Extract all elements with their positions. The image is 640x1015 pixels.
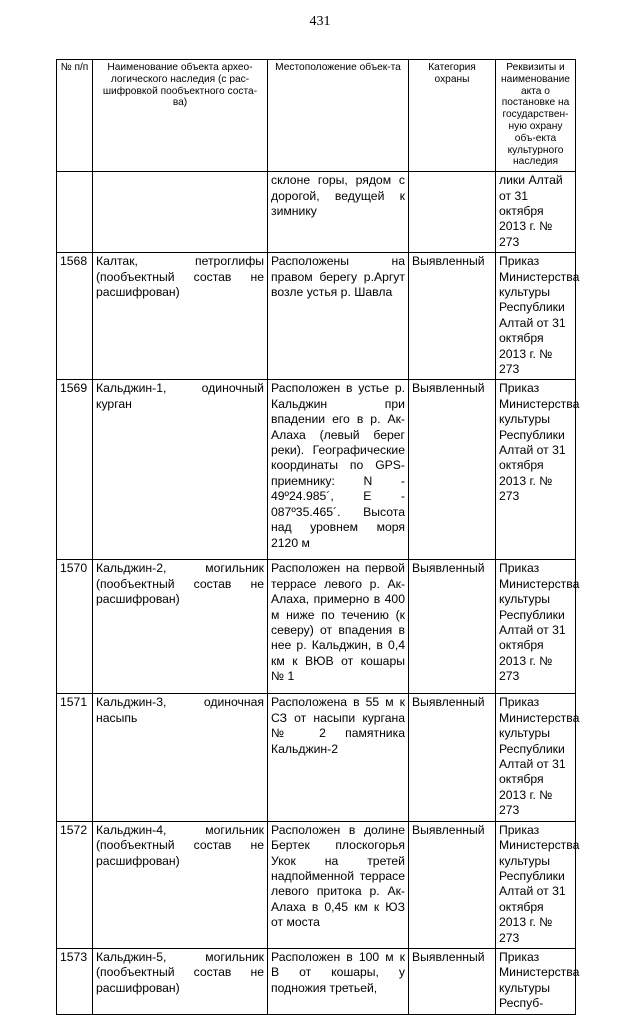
cell-location: Расположен в 100 м к В от кошары, у подножия третьей, [268, 948, 409, 1014]
table-row [57, 694, 576, 821]
cell-number: 1571 [57, 694, 93, 821]
table-row [57, 948, 576, 1014]
header-number: № п/п [57, 60, 93, 172]
cell-protection-category: Выявленный [409, 560, 496, 694]
table-header-row [57, 60, 576, 172]
cell-protection-category: Выявленный [409, 821, 496, 948]
cell-number: 1573 [57, 948, 93, 1014]
cell-location: Расположен на первой террасе левого р. Ак-Алаха, примерно в 400 м ниже по течению (к северу) от впадения в нее р. Кальджин, в 0,4 км к ВЮВ от кошары № 1 [268, 560, 409, 694]
cell-protection-category: Выявленный [409, 380, 496, 560]
cell-object-name: Кальджин-5, могильник (пообъектный состав не расшифрован) [93, 948, 268, 1014]
cell-object-name: Калтак, петроглифы (пообъектный состав не расшифрован) [93, 253, 268, 380]
table-row [57, 172, 576, 253]
header-protection-category: Категория охраны [409, 60, 496, 172]
cell-act-requisites: Приказ Министерства культуры Республики Алтай от 31 октября 2013 г. № 273 [496, 380, 576, 560]
header-location: Местоположение объек-та [268, 60, 409, 172]
cell-location: Расположена в 55 м к СЗ от насыпи кургана № 2 памятника Кальджин-2 [268, 694, 409, 821]
cell-object-name: Кальджин-1, одиночный курган [93, 380, 268, 560]
table-row [57, 253, 576, 380]
cell-act-requisites: Приказ Министерства культуры Республики Алтай от 31 октября 2013 г. № 273 [496, 821, 576, 948]
header-act-requisites: Реквизиты и наименование акта о постановке на государствен-ную охрану объ-екта культурного наследия [496, 60, 576, 172]
cell-number: 1568 [57, 253, 93, 380]
cell-act-requisites: Приказ Министерства культуры Республики Алтай от 31 октября 2013 г. № 273 [496, 694, 576, 821]
cell-act-requisites: Приказ Министерства культуры Респуб- [496, 948, 576, 1014]
cell-object-name: Кальджин-2, могильник (пообъектный состав не расшифрован) [93, 560, 268, 694]
cell-number: 1572 [57, 821, 93, 948]
cell-object-name: Кальджин-3, одиночная насыпь [93, 694, 268, 821]
cell-act-requisites: Приказ Министерства культуры Республики Алтай от 31 октября 2013 г. № 273 [496, 560, 576, 694]
header-object-name: Наименование объекта архео-логического наследия (с рас-шифровкой пообъектного соста-ва) [93, 60, 268, 172]
cell-protection-category: Выявленный [409, 253, 496, 380]
cell-object-name [93, 172, 268, 253]
cell-location: Расположен в устье р. Кальджин при впадении его в р. Ак-Алаха (левый берег реки). Географические координаты по GPS-приемнику: N - 49º24.985´, E - 087º35.465´. Высота над уровнем моря 2120 м [268, 380, 409, 560]
table-row [57, 821, 576, 948]
heritage-registry-table [56, 59, 580, 1015]
cell-act-requisites: Приказ Министерства культуры Республики Алтай от 31 октября 2013 г. № 273 [496, 253, 576, 380]
cell-act-requisites: лики Алтай от 31 октября 2013 г. № 273 [496, 172, 576, 253]
cell-location: склоне горы, рядом с дорогой, ведущей к зимнику [268, 172, 409, 253]
cell-location: Расположены на правом берегу р.Аргут возле устья р. Шавла [268, 253, 409, 380]
cell-location: Расположен в долине Бертек плоскогорья Укок на третей надпойменной террасе левого притока р. Ак-Алаха в 0,45 км к ЮЗ от моста [268, 821, 409, 948]
cell-object-name: Кальджин-4, могильник (пообъектный состав не расшифрован) [93, 821, 268, 948]
table-row [57, 560, 576, 694]
page-number: 431 [309, 14, 331, 29]
table-row [57, 380, 576, 560]
cell-number: 1570 [57, 560, 93, 694]
cell-number: 1569 [57, 380, 93, 560]
cell-protection-category [409, 172, 496, 253]
cell-protection-category: Выявленный [409, 694, 496, 821]
cell-protection-category: Выявленный [409, 948, 496, 1014]
cell-number [57, 172, 93, 253]
